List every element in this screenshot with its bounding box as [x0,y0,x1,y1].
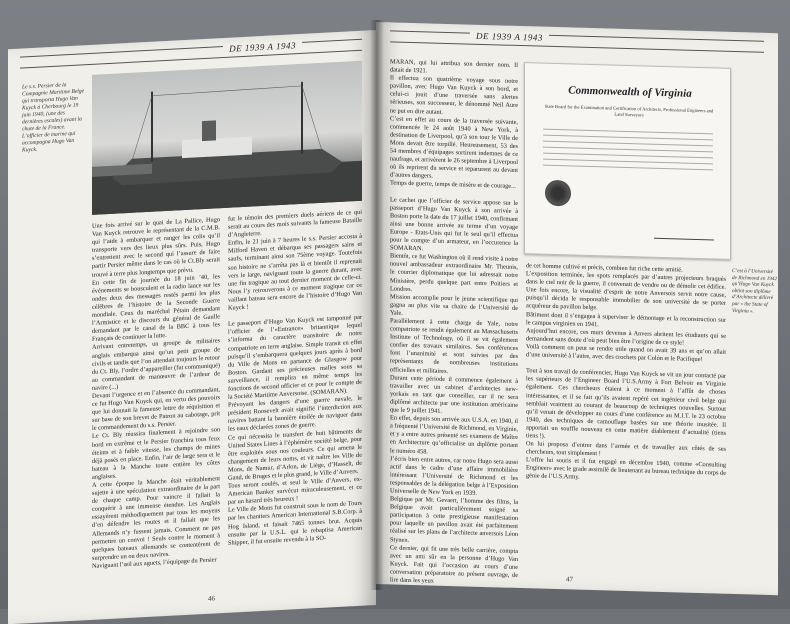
ship-illustration [92,61,362,215]
certificate-caption: C’est à l’Université de Richmond en 1942 qu’Hugo Van Kuyck obtint son diplôme d’Architecte délivré par « the State of Virginia ». [732,267,778,315]
signature [654,216,714,241]
running-header-rule [390,30,764,52]
right-column-1: MARAN, qui lui attribua son dernier nom. Il datait de 1921. Il effectua son quatrième voyage sous notre pavillon, avec Hugo Van Kuyck à son bord, et celui-ci jouit d’une traversée sans alertes sérieuses, son successeur, le dénommé Neil Aure ne put en dire autant. C’est en effet au cours de la traversée suivante, commencée le 24 août 1940 à New York, à destination de Liverpool, qu’à son tour le Ville de Mons devait être torpillé. Heureusement, 53 des 54 membres d’équipages sortirent indemnes de ce naufrage, et arrivèrent le 26 septembre à Liverpool où ils reprirent du service et reparurent au devant d’autres dangers. Temps de guerre, temps de misère et de courage... Le cachet que l’officier de service appose sur le passeport d’Hugo Van Kuyck à son arrivée à Boston porte la date du 17 juillet 1940, confirmant ainsi une bonne arrivée au terme d’un voyage Europe - Etats-Unis qui fut le seul qu’il effectua pour le compte d’un armateur, en l’occurence la SOMARAN. Bientôt, ce fut Washington où il rend visite à notre nouvel ambassadeur extraordinaire Mr. Theunis, le courrier diplomatique que lui adressait notre Ministère, perdu quelque part entre Poitiers et Londres. Mission accomplie pour le jeune scientifique qui gagna au plus vite sa chaire de l’Université de Yale. Parallèlement à cette charge de Yale, notre compatriote se rendit également au Massachusetts Institute of Technology, où il se vit également confier des travaux similaires. Ses conférences font l’unanimité et sont suivies par des représentants de nombreuses institutions officielles et militaires. Durant cette période il commence également à travailler avec un cabinet d’architectes new-yorkais en tant que conseiller, car il ne sera diplômé architecte par une institution américaine que le 9 juillet 1941. En effet, depuis son arrivée aux U.S.A. en 1940, il a fréquenté l’Université de Richmond, en Virginie, et y a entre autres présenté ses examens de Maître en Architecture qu’officialise un diplôme portant le numéro 458. J’écris bien entre autres, car notre Hugo sera aussi actif dans le cadre d’une affaire immobilière intéressant l’Université de Richmond et les responsables de la délégation belge à l’Exposition Universelle de New York en 1939. Belgique par Mr. Gevaert, l’homme des films, la Belgique avait particulièrement soigné sa participation à cette prestigieuse manifestation pour laquelle un pavillon avait été parfaitement réalisé sur les plans de l’architecte anversois Léon Stynen. Ce dernier, qui fit une très belle carrière, compta avec un ami sûr en la personne d’Hugo Van Kuyck. Fait qui l’occasion au cours d’une conversation préparatoire au présent ouvrage, de lire dans les yeux [390,58,518,585]
ship-photo [92,61,362,215]
left-column-2: fut le témoin des premiers duels aériens de ce qui serait au cours des mois suivants la fameuse Bataille d’Angleterre. Enfin, le 21 juin à 7 heures le s.s. Persier accosta à Milford Haven et débarqua ses passagers sains et saufs, terminant ainsi son 75ème voyage. Toutefois son histoire ne s’arrêta pas là et bientôt il reprenait vers le large, naviguant toute la guerre durant, avec une fin tragique au tout dernier moment de celle-ci. Nous l’y retrouverons à ce moment tragique car ce vaillant bateau sera encore de l’histoire d’Hugo Van Kuyck ! Le passeport d’Hugo Van Kuyck est tamponné par l’officier de l’«Entrance» britannique lequel s’informa du caractère transitoire de notre compatriote en terre anglaise. Simple transit en effet puisqu’il s’embarquera quelques jours après à bord du Ville de Mons en partance de Glasgow pour Boston. Gardant ses précieuses malles sous sa surveillance, il remplira en même temps les fonctions de second officier et ce pour le compte de la Société Maritime Anversoise. (SOMARAN). Prévoyant les dangers d’une guerre navale, le président Roosevelt avait signifié l’interdiction aux navires battant la bannière étoilée de naviguer dans les eaux déclarées zones de guerre. Ce qui nécessita le transfert de huit bâtiments de United States Lines à l’éphémère société belge, pour être exploités sous nos couleurs. Ce qui amena le changement de leurs noms, et vit naître les Ville de Mons, de Namur, d’Arlon, de Liège, d’Hasselt, de Gand, de Bruges et le plus grand, le Ville d’Anvers. Tous seront coulés, et seul le Ville d’Anvers, ex-American Banker survécut miraculeusement, et ce par un hasard très heureux ! Le Ville de Mons fut construit sous le nom de Tours par les chantiers American International S.B.Corp. à Hog Island, et faisait 7465 tonnes brut. Acquis ensuite par la U.S.L. qui le rebaptisa American Shipper, il fut ensuite revendu à la SO- [228,208,362,547]
page-number-right: 47 [566,575,573,584]
book-gutter [370,20,384,590]
architecture-certificate [524,62,731,260]
seal-icon [545,180,571,207]
certificate-handwriting [543,124,713,176]
right-column-2: de cet homme cultivé et précis, combien fut riche cette amitié. L’exposition terminée, les spots remplacés par d’autres projecteurs braqués dans le ciel noir de la guerre, il convenait de vendre ou de démolir cet édifice. Une fois encore, la visualité d’esprit de notre Anversois servit notre cause, puisqu’il décida le responsable immobilier de son université de se porter acquéreur du pavillon belge. Bâtiment dont il s’engagea à superviser le démontage et la reconstruction sur le campus virginien en 1941. Aujourd’hui encore, ces murs devenus à Anvers abritent les étudiants qui se demandent sans doute d’où peut bien être l’origine de ce style! Voilà comment on peut se rendre utile quand on avait 39 ans et qu’on allait d’une université à l’autre, avec des crochets par Colón et le Pacifique! Tout à son travail de conférencier, Hugo Van Kuyck se vit un jour contacté par les supérieurs de l’Engineer Board l’U.S.Army à Fort Belvoir en Virginie également. Ces chercheurs étaient à ce moment à l’affût de choses intéressantes, et il se fait qu’ils avaient repéré cet ingénieur civil belge qui semblait vraiment au courant de beaucoup de techniques nouvelles. Surtout qu’il venait de développer au cours d’une conférence au M.I.T. le 23 octobre 1940, des techniques de camouflage basées sur une théorie inusitée. Il apportait un souffle nouveau en cette matière diablement d’actualité (tiens tiens !). On lui proposa d’entrer dans l’armée et de travailler aux côtés de ses chercheurs, tout simplement ! L’offre lui souris et il fut engagé en décembre 1940, comme «Consulting Engineer» avec le grade assimilé de lieutenant au bureau technique du corps de génie de l’U.S.Army. [526,262,726,482]
left-page [8,30,376,624]
running-header: DE 1939 A 1943 [223,40,302,54]
left-column-1: Une fois arrivé sur le quai de La Pallice, Hugo Van Kuyck retrouve le représentant de la C.M.B. qui l’aide à embarquer et ranger les colis qu’il transporte vers des lieux plus sûrs. Puis, Hugo s’entretient avec le second qui l’assure de faire partir Persier même dans le cas où le Ct.Bly serait trouvé à terre plus longtemps que prévu. En cette fin de journée du 18 juin ’40, les événements se bousculent et la radio lance sur les ondes deux des messages restés parmi les plus célèbres de l’histoire de la Seconde Guerre mondiale. Ceux du maréchal Pétain demandant l’Armistice et le discours du général de Gaulle demandant par le canal de la BBC à tous les Français de continuer la lutte. Arrivant entretemps, un groupe de militaires anglais embarqua ainsi qu’un petit groupe de civils et tandis que l’on attendait toujours le retour du Ct. Bly, l’ordre d’appareiller (fut communiqué) au commandant de manœuvre de l’ardeur de navire (...) Devant l’urgence et en l’absence du commandant, ce fut Hugo Van Kuyck qui, en vertu des pouvoirs que lui donnait la fameuse lettre de réquisition et sur base de son brevet de Patron au cabotage, prit le commandement du s.s. Persier. Le Ct. Bly réussira finalement à rejoindre son bord en extrême et le Persier franchira tous feux éteints et à faible vitesse, les champs de mines déjà posés en place. Enfin, l’air de large sera et le bateau à la Manche toute entière les côtes anglaises. A cette époque la Manche était véritablement sujette à une spéculation extraordinaire de la part de chaque camp. Pour vaincre il fallait la conquérir à une immense étendue. Les Anglais essayèrent méthodiquement par tous les moyens d’en défendre les routes et il fallait que les Allemands n’y fussent jamais. Comment ne pas permettre un convoi ! Seuls contre le moment à quelques bateaux allemands se contentèrent de surprendre un ou deux navires. Naviguant l’œil aux aguets, l’équipage du Persier [92,216,220,570]
certificate-title: Commonwealth of Virginia [568,84,692,100]
running-header: DE 1939 A 1943 [470,31,549,43]
page-number-left: 46 [208,594,215,603]
photo-caption: Le s.s. Persier de la Compagnie Maritime Belge qui transporta Hugo Van Kuyck à Cherbourg le 19 juin 1940, (une des dernières escales) avant la chute de la France. L’officier de marine qui accompagna Hugo Van Kuyck. [22,82,85,154]
certificate-subtitle: State Board for the Examination and Certification of Architects, Professional Engineers and Land Surveyors [544,103,714,118]
right-page [376,22,778,595]
